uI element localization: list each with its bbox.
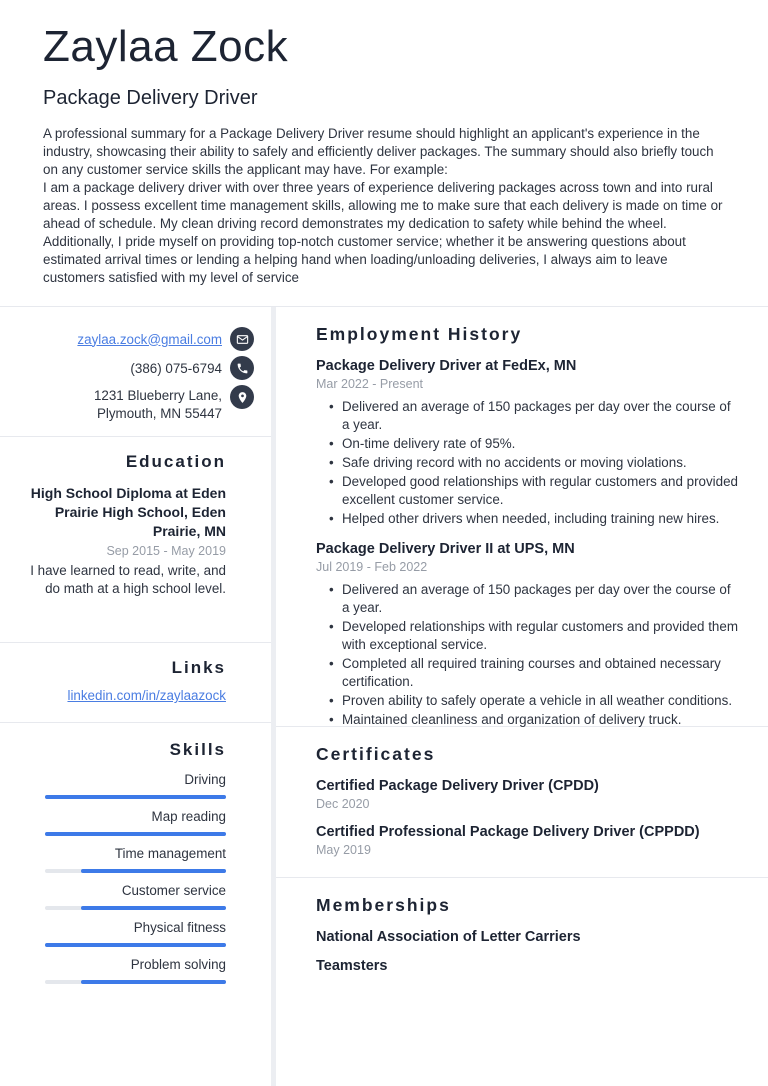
skill-bar-fill <box>81 906 226 910</box>
skills-section <box>0 723 271 984</box>
education-section <box>0 437 271 643</box>
employment-history-section <box>276 307 768 727</box>
linkedin-link[interactable]: linkedin.com/in/zaylaazock <box>67 688 226 703</box>
skill-bar <box>45 869 226 873</box>
job-bullet-list <box>316 581 738 729</box>
skill-item <box>45 809 226 836</box>
job-bullet: • Helped other drivers when needed, including training new hires. <box>316 510 738 528</box>
education-description: I have learned to read, write, and do math at a high school level. <box>30 563 226 596</box>
links-section <box>0 643 271 723</box>
job-bullet: • Completed all required training courses and obtained necessary certification. <box>316 655 738 691</box>
contact-email-row <box>20 327 254 351</box>
contact-section <box>0 307 271 437</box>
contact-address-row <box>20 385 254 423</box>
summary-paragraph-2: I am a package delivery driver with over three years of experience delivering packages across town and into rural areas. I possess excellent time management skills, allowing me to make sure that each delivery is made on time or ahead of schedule. My clean driving record demonstrates my dedication to safety while behind the wheel. Additionally, I pride myself on providing top-notch customer service; whether it be answering questions about estimated arrival times or lending a helping hand when loading/unloading deliveries, I always aim to leave customers satisfied with my level of service <box>43 180 723 285</box>
skill-label: Driving <box>184 772 226 787</box>
skill-item <box>45 920 226 947</box>
certificate-entry <box>316 778 738 811</box>
job-date: Jul 2019 - Feb 2022 <box>316 560 428 574</box>
job-bullet-list <box>316 398 738 528</box>
skill-bar-fill <box>45 832 226 836</box>
skill-bar <box>45 795 226 799</box>
job-title: Package Delivery Driver II at UPS, MN <box>316 541 575 557</box>
address <box>94 387 222 423</box>
professional-summary <box>43 125 725 287</box>
membership-entry: National Association of Letter Carriers <box>316 929 581 945</box>
certificate-date: Dec 2020 <box>316 797 370 811</box>
skill-bar-fill <box>45 943 226 947</box>
skill-bar-fill <box>81 980 226 984</box>
sidebar <box>0 307 271 1086</box>
skill-item <box>45 883 226 910</box>
certificates-section <box>276 727 768 878</box>
skill-item <box>45 957 226 984</box>
certificate-date: May 2019 <box>316 843 371 857</box>
skill-label: Physical fitness <box>133 920 226 935</box>
memberships-heading: Memberships <box>316 895 451 915</box>
summary-paragraph-1: A professional summary for a Package Delivery Driver resume should highlight an applicant's experience in the industry, showcasing their ability to safely and efficiently deliver packages. The summary should also briefly touch on any customer service skills the applicant may have. For example: <box>43 126 714 177</box>
education-heading: Education <box>125 452 226 471</box>
resume-header <box>0 0 768 307</box>
skill-label: Time management <box>114 846 226 861</box>
skill-item <box>45 846 226 873</box>
job-bullet: • Delivered an average of 150 packages per day over the course of a year. <box>316 581 738 617</box>
education-date: Sep 2015 - May 2019 <box>106 544 226 558</box>
job-bullet: • Delivered an average of 150 packages per day over the course of a year. <box>316 398 738 434</box>
candidate-job-title: Package Delivery Driver <box>43 87 258 109</box>
job-bullet: • Proven ability to safely operate a vehicle in all weather conditions. <box>316 692 738 710</box>
skill-label: Map reading <box>151 809 226 824</box>
phone-icon <box>230 356 254 380</box>
job-bullet: • Maintained cleanliness and organization of delivery truck. <box>316 711 738 729</box>
resume-columns <box>0 307 768 1086</box>
education-degree: High School Diploma at Eden Prairie High School, Eden Prairie, MN <box>30 485 226 539</box>
certificate-entry <box>316 824 738 857</box>
skill-bar <box>45 943 226 947</box>
skills-heading: Skills <box>169 740 226 759</box>
skill-bar <box>45 980 226 984</box>
job-bullet: • Developed good relationships with regular customers and provided excellent customer service. <box>316 473 738 509</box>
job-title: Package Delivery Driver at FedEx, MN <box>316 358 577 374</box>
job-entry <box>316 541 738 729</box>
job-bullet: • On-time delivery rate of 95%. <box>316 435 738 453</box>
employment-history-heading: Employment History <box>316 324 523 344</box>
skill-label: Problem solving <box>130 957 226 972</box>
skill-bar <box>45 832 226 836</box>
job-entry <box>316 358 738 528</box>
job-bullet: • Safe driving record with no accidents or moving violations. <box>316 454 738 472</box>
job-bullet: • Developed relationships with regular customers and provided them with exceptional service. <box>316 618 738 654</box>
main-column <box>276 307 768 1086</box>
contact-phone-row <box>20 356 254 380</box>
certificates-heading: Certificates <box>316 744 436 764</box>
candidate-name: Zaylaa Zock <box>43 22 289 71</box>
skill-bar-fill <box>81 869 226 873</box>
email-link[interactable]: zaylaa.zock@gmail.com <box>77 331 222 347</box>
skill-item <box>45 772 226 799</box>
job-date: Mar 2022 - Present <box>316 377 423 391</box>
phone-number: (386) 075-6794 <box>130 360 222 376</box>
envelope-icon <box>230 327 254 351</box>
skill-bar <box>45 906 226 910</box>
certificate-title: Certified Professional Package Delivery Driver (CPPDD) <box>316 824 700 840</box>
address-line-1: 1231 Blueberry Lane, <box>93 388 222 403</box>
membership-entry: Teamsters <box>316 958 388 974</box>
links-heading: Links <box>171 658 226 677</box>
skill-label: Customer service <box>121 883 226 898</box>
certificate-title: Certified Package Delivery Driver (CPDD) <box>316 778 599 794</box>
location-pin-icon <box>230 385 254 409</box>
skill-bar-fill <box>45 795 226 799</box>
address-line-2: Plymouth, MN 55447 <box>96 406 222 421</box>
memberships-section <box>276 878 768 974</box>
